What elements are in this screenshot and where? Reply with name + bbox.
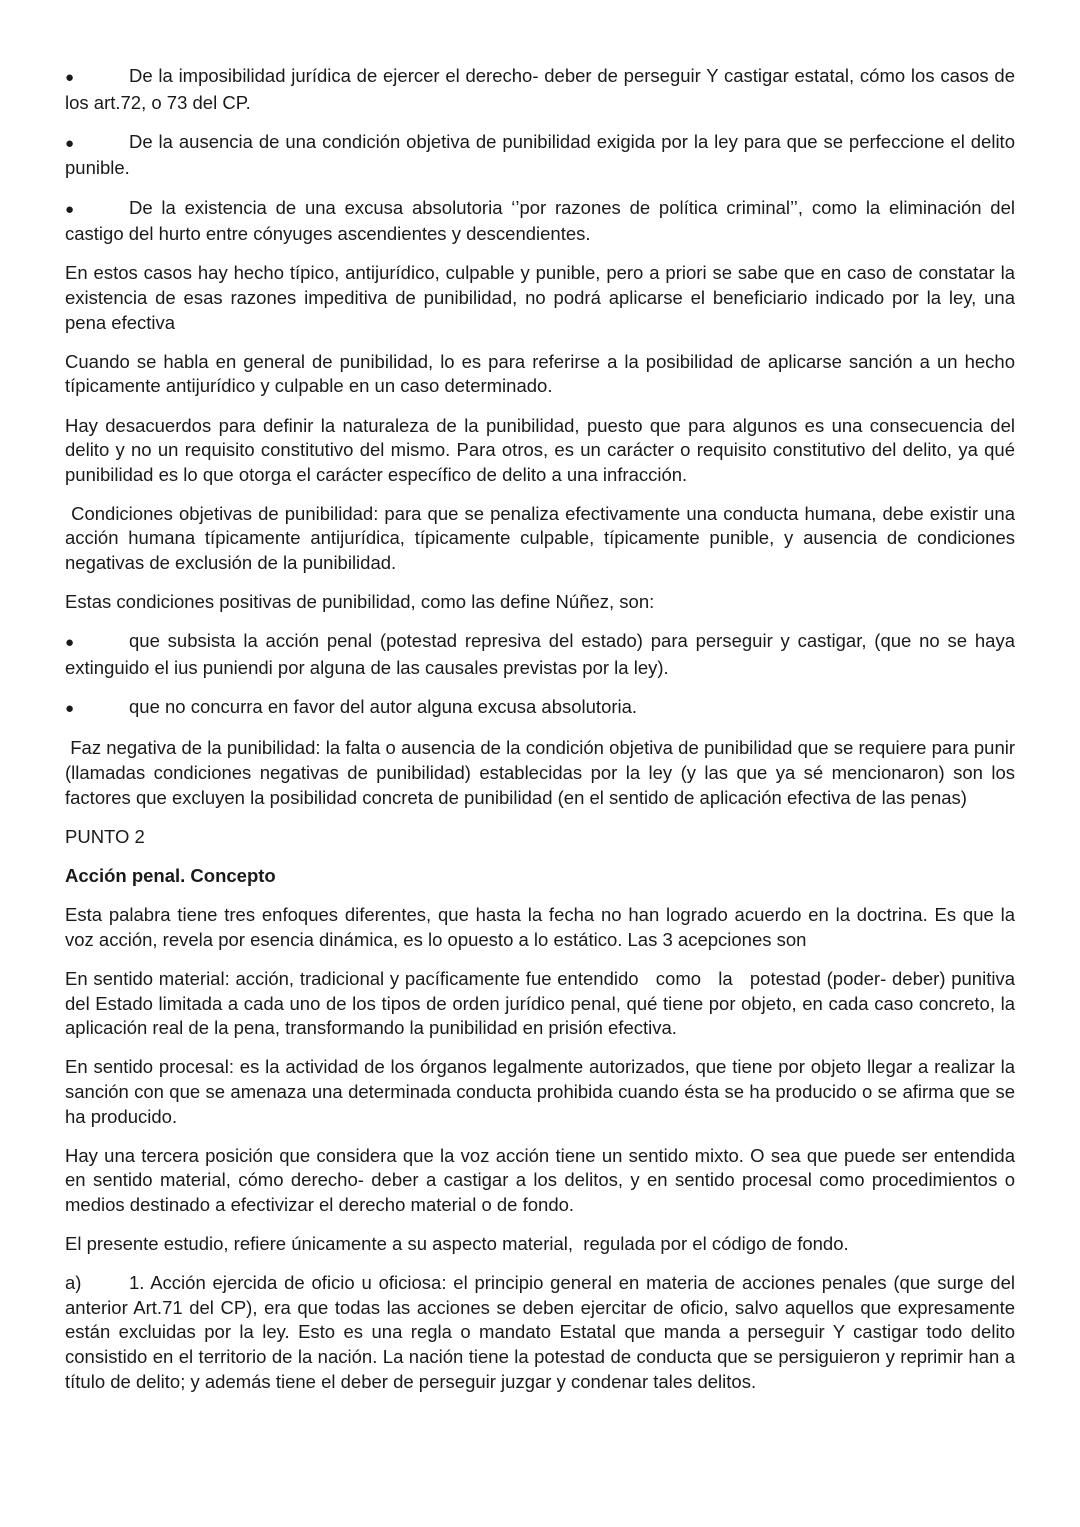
list-item-text: 1. Acción ejercida de oficio u oficiosa: el principio general en materia de acciones penales (que surge del anterior Art.71 del CP), era que todas las acciones se deben ejercitar de oficio, salvo aquellos que expresamente están excluidas por la ley. Esto es una regla o mandato Estatal que manda a perseguir Y castigar todo delito consistido en el territorio de la nación. La nación tiene la potestad de conducta que se persiguieron y reprimir han a título de delito; y además tiene el deber de perseguir juzgar y condenar tales delitos. bbox=[65, 1272, 1015, 1392]
paragraph: El presente estudio, refiere únicamente a su aspecto material, regulada por el código de fondo. bbox=[65, 1233, 849, 1255]
paragraph: Estas condiciones positivas de punibilidad, como las define Núñez, son: bbox=[65, 591, 655, 613]
bullet-text: De la ausencia de una condición objetiva de punibilidad exigida por la ley para que se perfeccione el delito punible. bbox=[65, 130, 1015, 179]
bullet-item bbox=[65, 629, 1015, 680]
paragraph: En sentido material: acción, tradicional y pacíficamente fue entendido como la potestad (poder- deber) punitiva del Estado limitada a cada uno de los tipos de orden jurídico penal, qué tiene por objeto, en cada caso concreto, la aplicación real de la pena, transformando la punibilidad en prisión efectiva. bbox=[65, 967, 1021, 1039]
paragraph: Cuando se habla en general de punibilidad, lo es para referirse a la posibilidad de aplicarse sanción a un hecho típicamente antijurídico y culpable en un caso determinado. bbox=[65, 350, 1015, 397]
paragraph: Hay una tercera posición que considera que la voz acción tiene un sentido mixto. O sea que puede ser entendida en sentido material, cómo derecho- deber a castigar a los delitos, y en sentido procesal como procedimientos o medios destinado a efectivizar el derecho material o de fondo. bbox=[65, 1144, 1015, 1215]
bullet-text: que no concurra en favor del autor alguna excusa absolutoria. bbox=[129, 696, 638, 718]
section-title: Acción penal. Concepto bbox=[65, 864, 276, 886]
paragraph: En estos casos hay hecho típico, antijurídico, culpable y punible, pero a priori se sabe que en caso de constatar la existencia de esas razones impeditiva de punibilidad, no podrá aplicarse el beneficiario indicado por la ley, una pena efectiva bbox=[65, 262, 1015, 333]
bullet-text: De la imposibilidad jurídica de ejercer el derecho- deber de perseguir Y castigar estatal, cómo los casos de los art.72, o 73 del CP. bbox=[65, 65, 1015, 113]
bullet-icon: ● bbox=[65, 69, 75, 86]
list-marker: a) bbox=[65, 1272, 82, 1294]
list-item-a bbox=[65, 1271, 1015, 1394]
bullet-text: De la existencia de una excusa absolutoria ‘’por razones de política criminal’’, como la eliminación del castigo del hurto entre cónyuges ascendientes y descendientes. bbox=[65, 196, 1015, 245]
bullet-icon: ● bbox=[65, 634, 75, 652]
paragraph: Condiciones objetivas de punibilidad: para que se penaliza efectivamente una conducta humana, debe existir una acción humana típicamente antijurídica, típicamente culpable, típicamente punible, y ausencia de condiciones negativas de exclusión de la punibilidad. bbox=[65, 502, 1021, 574]
section-number-heading: PUNTO 2 bbox=[65, 825, 145, 847]
bullet-item bbox=[65, 64, 1015, 115]
bullet-item bbox=[65, 695, 1015, 722]
bullet-item bbox=[65, 196, 1015, 247]
bullet-text: que subsista la acción penal (potestad represiva del estado) para perseguir y castigar, (que no se haya extinguido el ius puniendi por alguna de las causales previstas por la ley). bbox=[65, 630, 1015, 679]
bullet-icon: ● bbox=[65, 700, 75, 718]
paragraph: En sentido procesal: es la actividad de los órganos legalmente autorizados, que tiene por objeto llegar a realizar la sanción con que se amenaza una determinada conducta prohibida cuando ésta se ha producido o se afirma que se ha producido. bbox=[65, 1056, 1015, 1127]
bullet-icon: ● bbox=[65, 200, 75, 218]
paragraph: Faz negativa de la punibilidad: la falta o ausencia de la condición objetiva de punibilidad que se requiere para punir (llamadas condiciones negativas de punibilidad) establecidas por la ley (y las que ya sé mencionaron) son los factores que excluyen la posibilidad concreta de punibilidad (en el sentido de aplicación efectiva de las penas) bbox=[65, 737, 1021, 808]
bullet-item bbox=[65, 130, 1015, 181]
bullet-icon: ● bbox=[65, 134, 75, 152]
paragraph: Esta palabra tiene tres enfoques diferentes, que hasta la fecha no han logrado acuerdo en la doctrina. Es que la voz acción, revela por esencia dinámica, es lo opuesto a lo estático. Las 3 acepciones son bbox=[65, 904, 1015, 950]
document-page bbox=[65, 64, 1021, 1409]
paragraph: Hay desacuerdos para definir la naturaleza de la punibilidad, puesto que para algunos es una consecuencia del delito y no un requisito constitutivo del mismo. Para otros, es un carácter o requisito constitutivo del delito, ya qué punibilidad es lo que otorga el carácter específico de delito a una infracción. bbox=[65, 414, 1015, 485]
